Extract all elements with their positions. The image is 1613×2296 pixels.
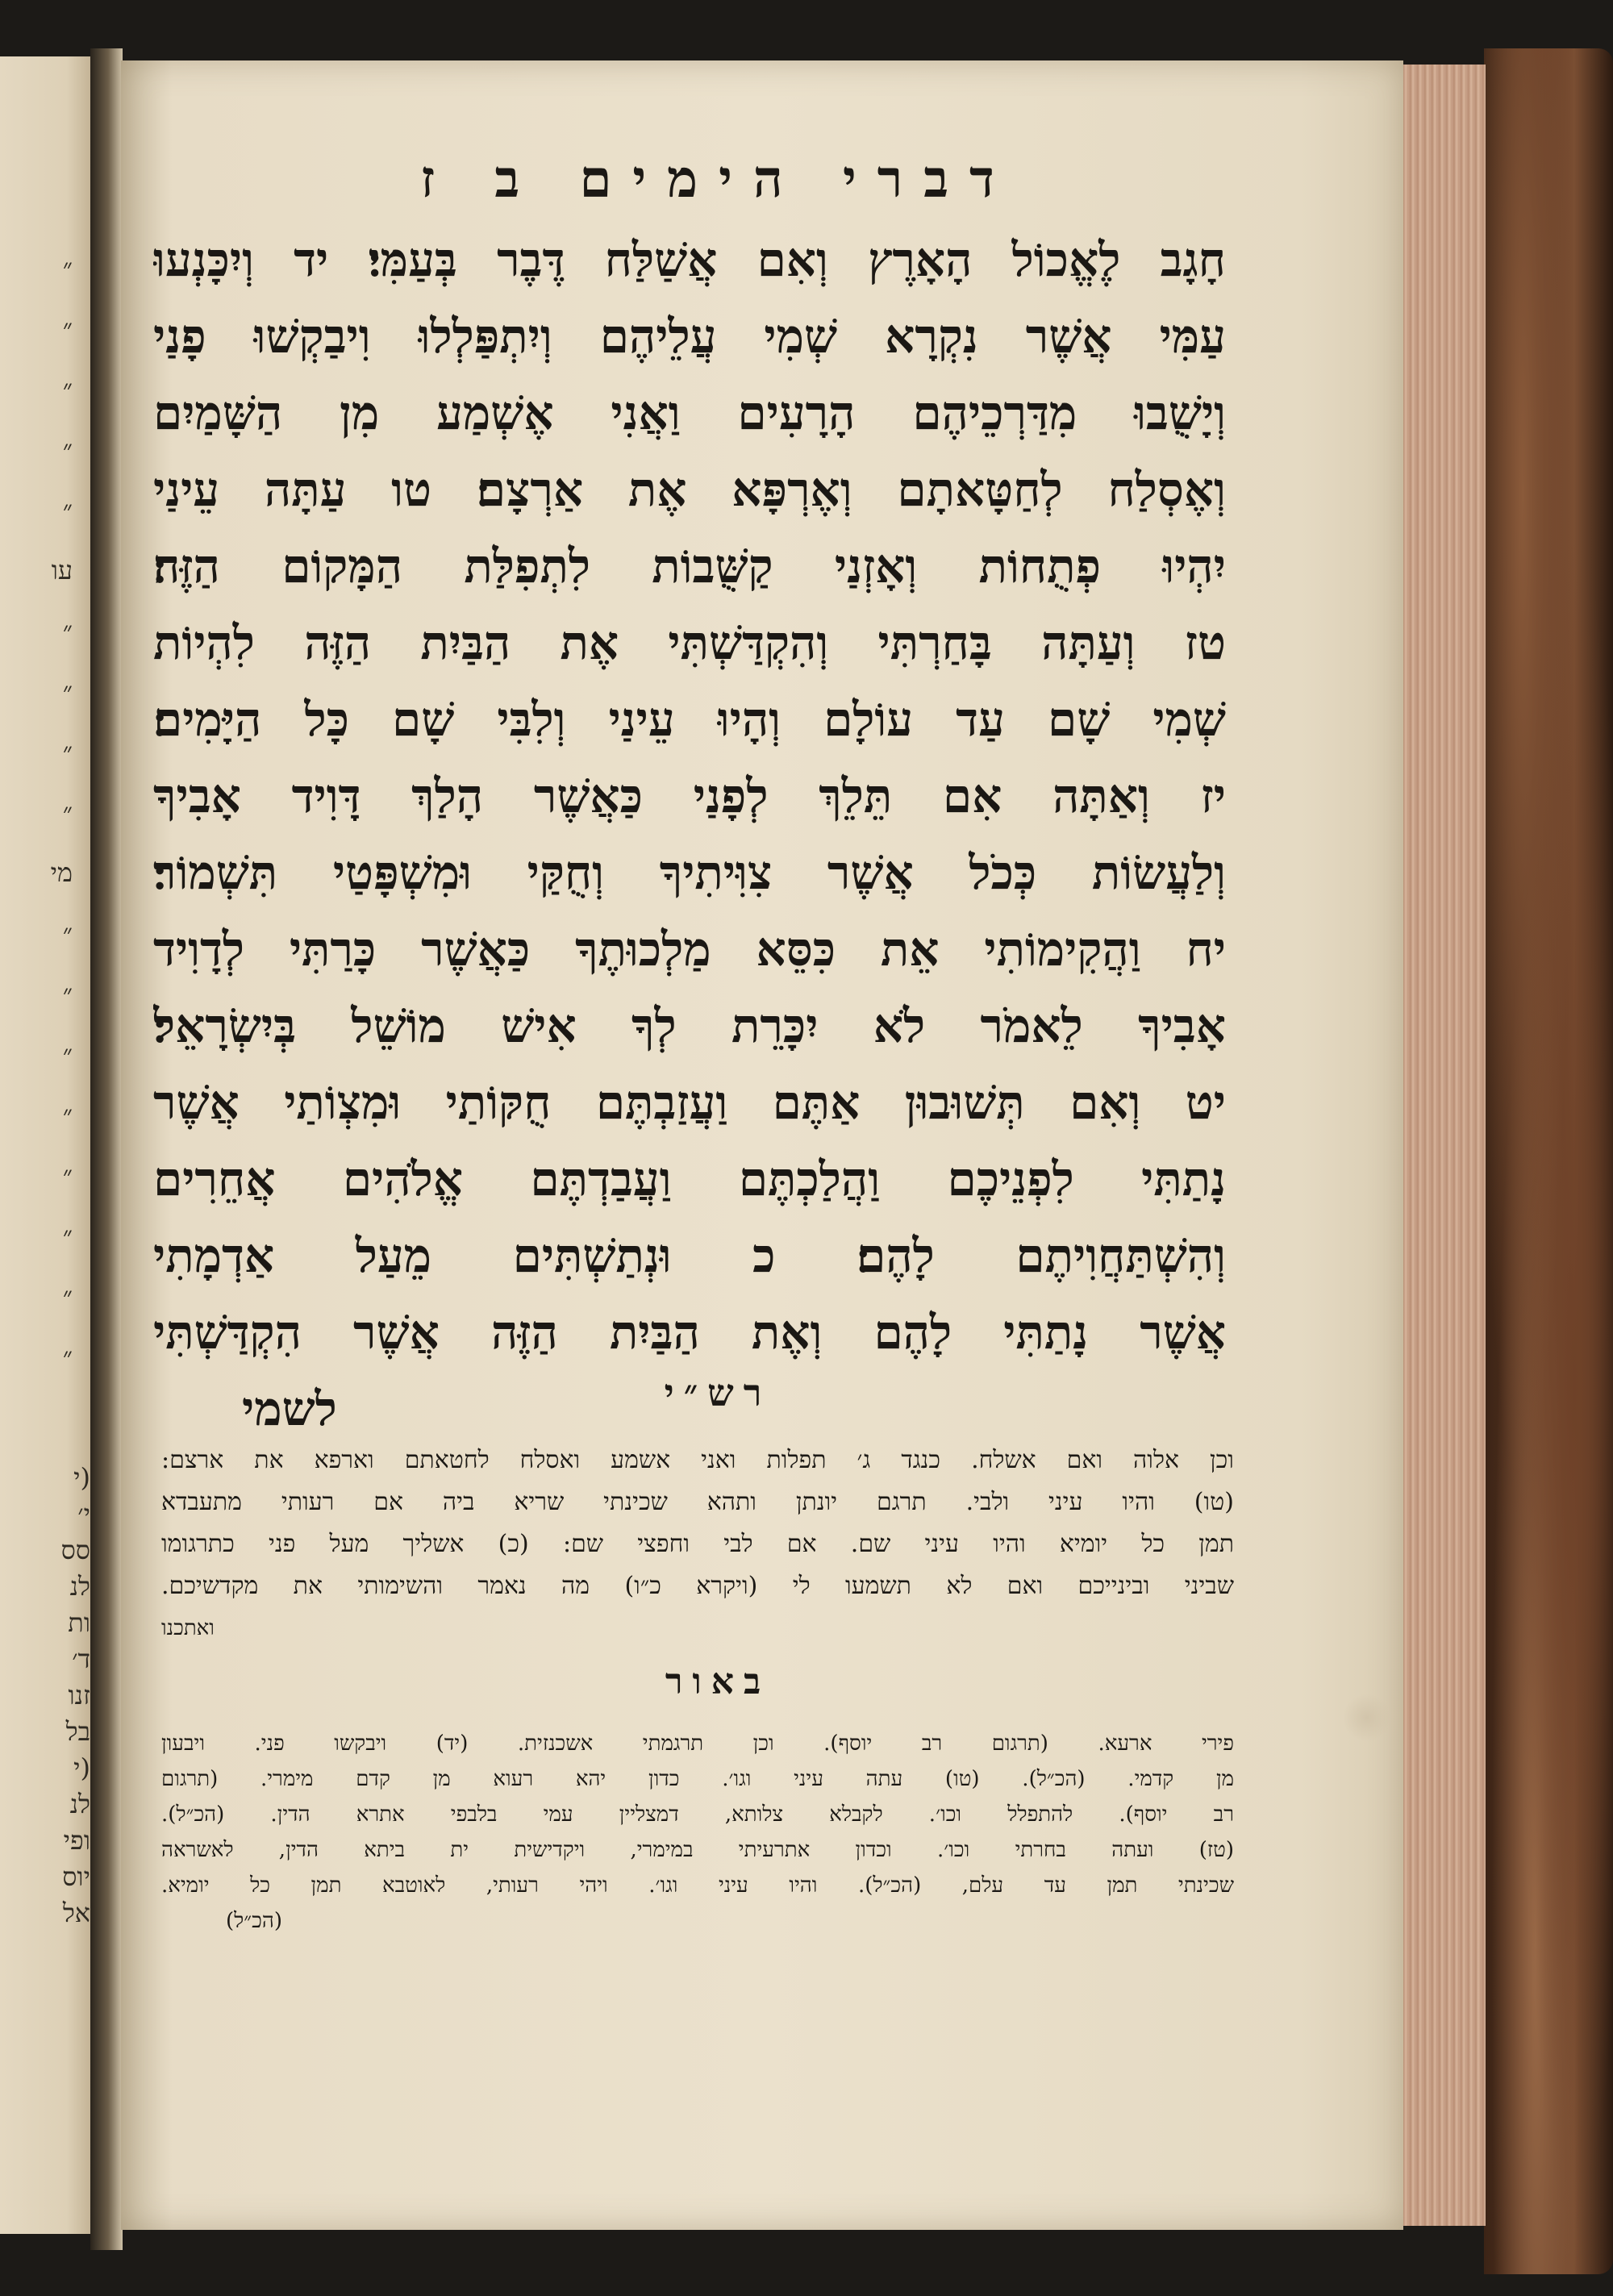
- main-text-line: יח וַהֲקִימוֹתִי אֵת כִּסֵּא מַלְכוּתֶךָ כַּאֲשֶׁר כָּרַתִּי לְדָוִיד: [153, 922, 1226, 977]
- left-margin-mark: ״: [62, 918, 73, 948]
- rashi-heading: רש״י: [664, 1371, 772, 1415]
- biur-line: שכינתי תמן עד עלם, (הכ״ל). והיו עיני וגו׳. ויהי רעותי, לאוטבא תמן כל יומיא.: [161, 1873, 1234, 1898]
- main-text-line: יז וְאַתָּה אִם תֵּלֵךְ לְפָנַי כַּאֲשֶׁר הָלַךְ דָּוִיד אָבִיךָ: [153, 769, 1226, 823]
- left-margin-mark: ״: [62, 978, 73, 1009]
- left-margin-word: ד׳: [72, 1644, 90, 1674]
- rashi-line: וכן אלוה ואם אשלח. כנגד ג׳ תפלות ואני אשמע ואסלח לחטאתם וארפא את ארצם:: [161, 1446, 1234, 1474]
- left-margin-mark: ״: [62, 1099, 73, 1130]
- left-margin-mark: ״: [62, 252, 73, 283]
- book-gutter: [90, 48, 123, 2250]
- left-margin-mark: ״: [62, 1220, 73, 1251]
- left-margin-word: בל: [65, 1716, 90, 1747]
- page-edges: [1399, 65, 1486, 2226]
- left-margin-word: אל: [62, 1898, 90, 1928]
- left-margin-mark: ״: [62, 313, 73, 344]
- left-margin-mark: ״: [62, 1281, 73, 1311]
- biur-line: מן קדמי. (הכ״ל). (טו) עתה עיני וגו׳. כדון יהא רעוא מן קדם מימרי. (תרגום: [161, 1767, 1234, 1791]
- left-margin-mark: ״: [62, 373, 73, 404]
- left-margin-mark: עו: [51, 555, 73, 585]
- biur-line: (טז) ועתה בחרתי וכו׳. וכדון אתרעיתי במימרי, ויקדישית ית ביתא הדין, לאשראה: [161, 1838, 1234, 1862]
- left-margin-word: לנ: [69, 1571, 90, 1602]
- left-margin-word: סס: [60, 1535, 90, 1565]
- left-margin-mark: ״: [62, 1039, 73, 1069]
- main-text-line: עַמִּי אֲשֶׁר נִקְרָא שְׁמִי עֲלֵיהֶם וְיִתְפַּלְלוּ וִיבַקְשׁוּ פָנַי: [153, 309, 1226, 364]
- left-margin-word: לנ: [69, 1789, 90, 1819]
- left-margin-word: (י: [73, 1752, 90, 1783]
- left-margin-word: (י: [73, 1462, 90, 1493]
- left-facing-page: [0, 56, 95, 2234]
- leather-cover: [1484, 48, 1613, 2274]
- left-margin-mark: מי: [50, 857, 73, 888]
- left-margin-word: י׳: [77, 1498, 90, 1529]
- left-margin-word: ות: [68, 1607, 90, 1638]
- rashi-commentary: [161, 1440, 1234, 1649]
- left-margin-mark: ״: [62, 434, 73, 465]
- main-text-line: נָתַתִּי לִפְנֵיכֶם וַהֲלַכְתֶּם וַעֲבַדְתֶּם אֱלֹהִים אֲחֵרִים: [153, 1152, 1226, 1206]
- biur-catchword: (הכ״ל): [226, 1909, 282, 1933]
- biur-commentary: [161, 1726, 1234, 1939]
- main-text-line: יט וְאִם תְּשׁוּבוּן אַתֶּם וַעֲזַבְתֶּם חֻקּוֹתַי וּמִצְוֹתַי אֲשֶׁר: [153, 1075, 1226, 1130]
- biur-heading: באור: [665, 1661, 771, 1702]
- left-margin-mark: ״: [62, 1160, 73, 1190]
- main-text-line: וְלַעֲשׂוֹת כְּכֹל אֲשֶׁר צִוִּיתִיךָ וְחֻקַּי וּמִשְׁפָּטַי תִּשְׁמוֹר׃: [153, 845, 1226, 900]
- main-text-line: יִהְיוּ פְתֻחוֹת וְאָזְנַי קַשֻּׁבוֹת לִתְפִלַּת הַמָּקוֹם הַזֶּה׃: [153, 539, 1226, 594]
- left-margin-mark: ״: [62, 615, 73, 646]
- left-margin-mark: ״: [62, 797, 73, 827]
- main-text-line: אֲשֶׁר נָתַתִּי לָהֶם וְאֶת הַבַּיִת הַזֶּה אֲשֶׁר הִקְדַּשְׁתִּי: [153, 1305, 1226, 1360]
- rashi-line: (טו) והיו עיני ולבי. תרגם יונתן ותהא שכינתי שריא ביה אם רעותי מתעבדא: [161, 1488, 1234, 1516]
- main-text-line: טז וְעַתָּה בָּחַרְתִּי וְהִקְדַּשְׁתִּי אֶת הַבַּיִת הַזֶּה לִהְיוֹת: [153, 615, 1226, 670]
- left-margin-mark: ״: [62, 676, 73, 706]
- rashi-line: תמן כל יומיא והיו עיני שם. אם לבי וחפצי שם: (כ) אשליך מעל פני כתרגומו: [161, 1530, 1234, 1558]
- left-margin-word: ופי: [63, 1825, 90, 1856]
- main-text-line: שְׁמִי שָׁם עַד עוֹלָם וְהָיוּ עֵינַי וְלִבִּי שָׁם כָּל הַיָּמִים׃: [153, 692, 1226, 747]
- paper-stain: [1343, 1694, 1391, 1742]
- main-text-line: אָבִיךָ לֵאמֹר לֹא יִכָּרֵת לְךָ אִישׁ מוֹשֵׁל בְּיִשְׂרָאֵל׃: [153, 998, 1226, 1053]
- running-head: דברי הימים ב ז: [420, 149, 1015, 210]
- left-margin-word: זנו: [68, 1680, 90, 1711]
- main-text-line: וְיָשֻׁבוּ מִדַּרְכֵיהֶם הָרָעִים וַאֲנִי אֶשְׁמַע מִן הַשָּׁמַיִם: [153, 385, 1226, 440]
- left-margin-mark: ״: [62, 494, 73, 525]
- rashi-line: שביני ובינייכם ואם לא תשמעו לי (ויקרא כ״ו) מה נאמר והשימותי את מקדשיכם.: [161, 1572, 1234, 1600]
- main-text-line: חָגָב לֶאֱכוֹל הָאָרֶץ וְאִם אֲשַׁלַּח דֶּבֶר בְּעַמִּי׃ יד וְיִכָּנְעוּ: [153, 232, 1226, 287]
- left-margin-word: יוס: [62, 1861, 90, 1892]
- main-catchword: לשמי: [242, 1381, 337, 1436]
- left-margin-mark: ״: [62, 736, 73, 767]
- biur-line: רב יוסף). להתפלל וכו׳. לקבלא צלותא, דמצליין עמי בלבפי אתרא הדין. (הכ״ל).: [161, 1802, 1234, 1827]
- main-text-line: וְאֶסְלַח לְחַטָּאתָם וְאֶרְפָּא אֶת אַרְצָם׃ טו עַתָּה עֵינַי: [153, 462, 1226, 517]
- biur-line: פירי ארעא. (תרגום רב יוסף). וכן תרגמתי אשכנזית. (יד) ויבקשו פני. ויבעון: [161, 1731, 1234, 1756]
- left-margin-mark: ״: [62, 1341, 73, 1372]
- main-text-block: [153, 222, 1226, 1448]
- main-text-line: וְהִשְׁתַּחֲוִיתֶם לָהֶם׃ כ וּנְתַשְׁתִּים מֵעַל אַדְמָתִי: [153, 1228, 1226, 1283]
- rashi-catchword: ואתכנו: [161, 1616, 215, 1640]
